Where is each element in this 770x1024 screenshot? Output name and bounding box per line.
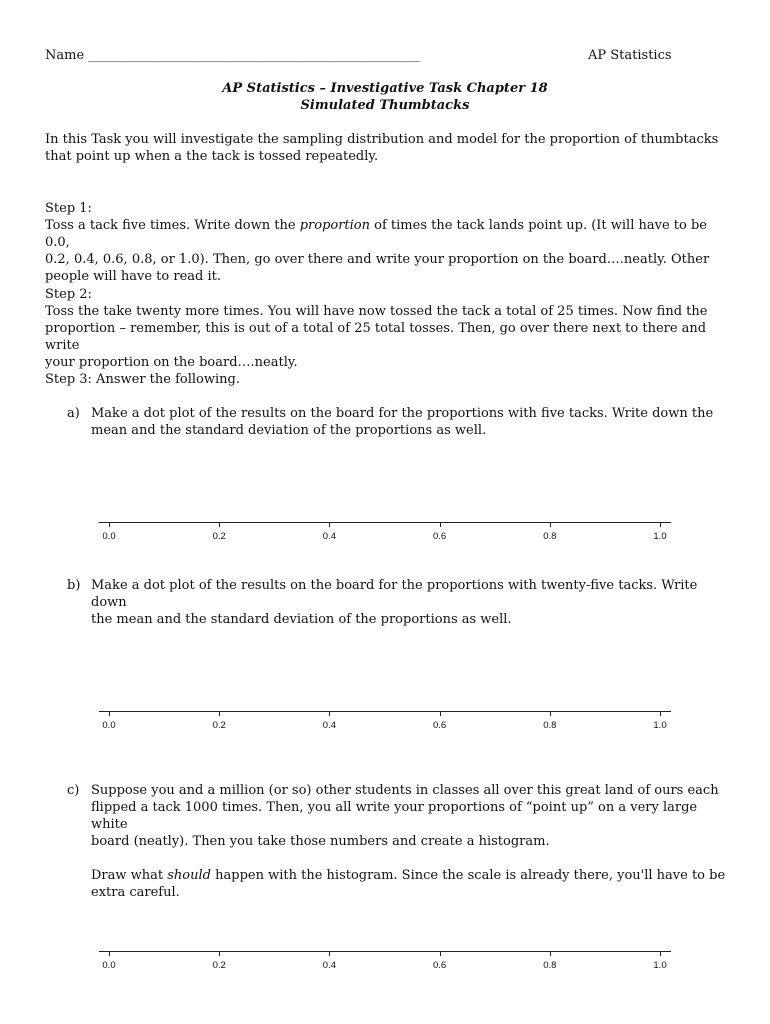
axis-tick-label: 0.6 (432, 720, 447, 731)
axis-tick-label: 0.4 (322, 720, 336, 731)
item-c-line4: Draw what should happen with the histogram. Since the scale is already there, you'll have to be (91, 868, 726, 883)
histogram-axis-c (99, 951, 671, 971)
axis-tick-label: 0.4 (322, 531, 336, 542)
axis-tick (329, 951, 330, 956)
course-label: AP Statistics (588, 48, 672, 63)
axis-tick-label: 0.6 (432, 960, 447, 971)
axis-tick-label: 1.0 (653, 720, 667, 731)
axis-tick (109, 522, 110, 527)
axis-tick (219, 522, 220, 527)
axis-tick (440, 951, 441, 956)
step1-line1: Toss a tack five times. Write down the proportion of times the tack lands point up. (It will have to be 0.0, (45, 218, 707, 250)
axis-tick-label: 0.8 (543, 531, 557, 542)
axis-tick (219, 711, 220, 716)
step2-heading: Step 2: (45, 287, 92, 302)
axis-tick (440, 522, 441, 527)
axis-tick-label: 1.0 (653, 531, 667, 542)
step1-section: Step 1: Toss a tack five times. Write down the proportion of times the tack lands point up. (It will have to be 0.0, 0.2, 0.4, 0.6, 0.8, or 1.0). Then, go over there and write your proportion on the board….neatly. Other people will have to read it. (45, 200, 725, 285)
axis-tick (550, 951, 551, 956)
axis-tick (329, 522, 330, 527)
axis-tick (550, 711, 551, 716)
axis-tick-label: 1.0 (653, 960, 667, 971)
step2-section: Step 2: Toss the take twenty more times. You will have now tossed the tack a total of 25 times. Now find the proportion – remember, this is out of a total of 25 total tosses. Then, go over there next to there and write your proportion on the board….neatly. (45, 286, 725, 371)
step1-heading: Step 1: (45, 201, 92, 216)
item-c-text: Suppose you and a million (or so) other students in classes all over this great land of ours each flipped a tack 1000 times. Then, you all write your proportions of “point up” on a very large white board (neatly). Then you take those numbers and create a histogram. Draw what should happen with the histogram. Since the scale is already there, you'll have to be extra careful. (91, 782, 731, 901)
item-b-label: b) (67, 578, 81, 593)
axis-tick-label: 0.8 (543, 720, 557, 731)
page-title: AP Statistics – Investigative Task Chapter 18 (222, 81, 548, 96)
item-a-label: a) (67, 406, 80, 421)
axis-line (99, 711, 671, 712)
axis-tick-label: 0.8 (543, 960, 557, 971)
name-field-label: Name ___________________________________________________ (45, 48, 420, 63)
item-b-text: Make a dot plot of the results on the board for the proportions with twenty-five tacks. Write down the mean and the standard deviation of the proportions as well. (91, 578, 698, 627)
axis-tick (660, 711, 661, 716)
step3-heading: Step 3: Answer the following. (45, 372, 240, 387)
axis-tick (550, 522, 551, 527)
axis-tick (109, 711, 110, 716)
page-subtitle: Simulated Thumbtacks (300, 98, 470, 113)
axis-tick-label: 0.2 (212, 720, 226, 731)
axis-tick-label: 0.0 (102, 960, 116, 971)
axis-tick (329, 711, 330, 716)
axis-line (99, 522, 671, 523)
intro-text: In this Task you will investigate the sampling distribution and model for the proportion of thumbtacks that point up when a the tack is tossed repeatedly. (45, 132, 719, 164)
axis-tick-label: 0.0 (102, 531, 116, 542)
axis-tick (109, 951, 110, 956)
axis-tick-label: 0.4 (322, 960, 336, 971)
axis-line (99, 951, 671, 952)
axis-tick-label: 0.6 (432, 531, 447, 542)
axis-tick (660, 522, 661, 527)
axis-tick-label: 0.0 (102, 720, 116, 731)
item-c-label: c) (67, 783, 80, 798)
item-a-text: Make a dot plot of the results on the board for the proportions with five tacks. Write down the mean and the standard deviation of the proportions as well. (91, 406, 714, 438)
axis-tick (219, 951, 220, 956)
axis-tick-label: 0.2 (212, 960, 226, 971)
dot-plot-axis-a (99, 522, 671, 542)
axis-tick (440, 711, 441, 716)
axis-tick-label: 0.2 (212, 531, 226, 542)
axis-tick (660, 951, 661, 956)
dot-plot-axis-b (99, 711, 671, 731)
